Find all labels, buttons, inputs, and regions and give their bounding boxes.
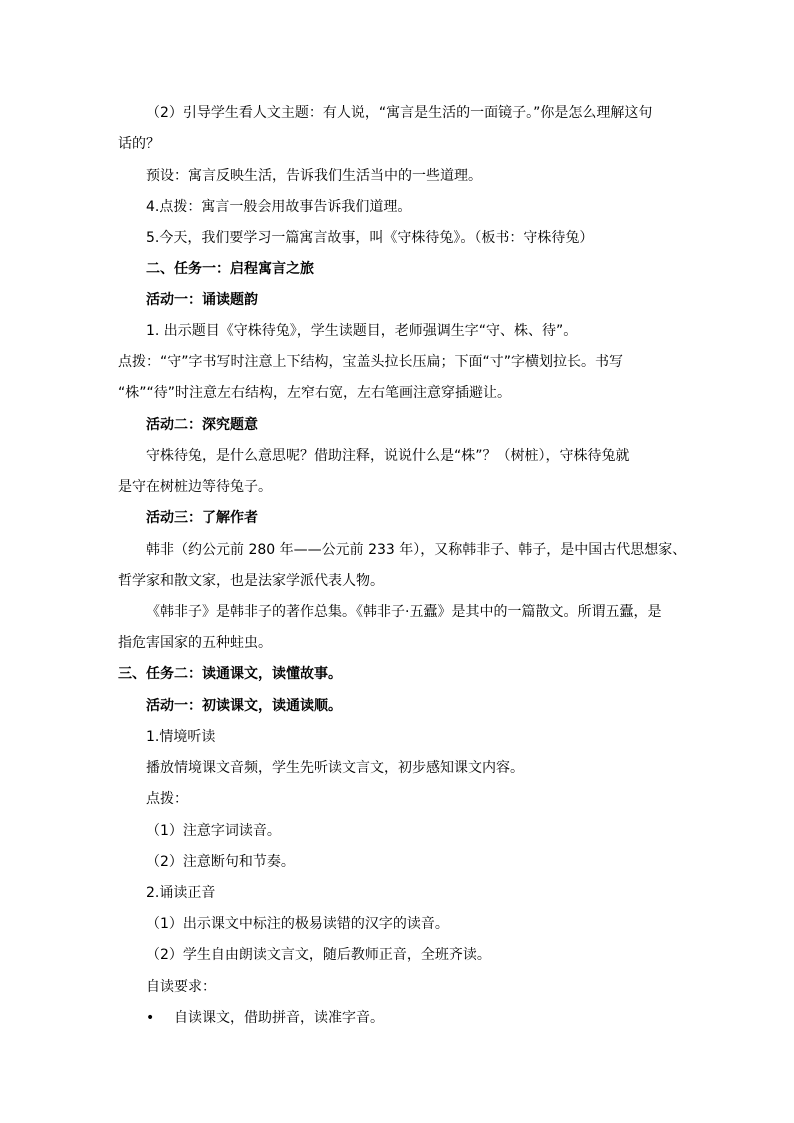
- bullet-icon: •: [146, 1010, 155, 1026]
- paragraph-line: 韩非（约公元前 280 年——公元前 233 年），又称韩非子、韩子，是中国古代思想家、: [146, 542, 687, 558]
- paragraph-line: 《韩非子》是韩非子的著作总集。《韩非子·五蠹》是其中的一篇散文。所谓五蠹，是: [146, 604, 662, 620]
- paragraph-line: 点拨：: [146, 791, 188, 807]
- bullet-text: 自读课文，借助拼音，读准字音。: [174, 1010, 384, 1026]
- activity-heading: 活动三：了解作者: [146, 510, 258, 526]
- paragraph-line: 预设：寓言反映生活，告诉我们生活当中的一些道理。: [146, 168, 482, 184]
- paragraph-line: 4.点拨：寓言一般会用故事告诉我们道理。: [146, 199, 412, 215]
- paragraph-line: 2.诵读正音: [146, 885, 216, 901]
- paragraph-line: 1.情境听读: [146, 729, 216, 745]
- paragraph-line: 指危害国家的五种蛀虫。: [118, 635, 272, 651]
- section-heading: 二、任务一：启程寓言之旅: [146, 261, 314, 277]
- paragraph-line: “株”“待”时注意左右结构，左窄右宽，左右笔画注意穿插避让。: [118, 385, 512, 401]
- paragraph-line: 守株待兔，是什么意思呢？借助注释，说说什么是“株”？（树桩），守株待兔就: [146, 448, 630, 464]
- paragraph-line: 1. 出示题目《守株待兔》，学生读题目，老师强调生字“守、株、待”。: [146, 323, 578, 339]
- paragraph-line: 自读要求：: [146, 979, 216, 995]
- paragraph-line: （2）学生自由朗读文言文，随后教师正音，全班齐读。: [146, 947, 491, 963]
- paragraph-line: 话的？: [118, 136, 160, 152]
- paragraph-line: （1）出示课文中标注的极易读错的汉字的读音。: [146, 916, 449, 932]
- paragraph-line: 哲学家和散文家，也是法家学派代表人物。: [118, 573, 384, 589]
- paragraph-line: 是守在树桩边等待兔子。: [118, 479, 272, 495]
- paragraph-line: （2）注意断句和节奏。: [146, 854, 295, 870]
- paragraph-line: （1）注意字词读音。: [146, 823, 281, 839]
- section-heading: 三、任务二：读通课文，读懂故事。: [118, 666, 342, 682]
- activity-heading: 活动一：初读课文，读通读顺。: [146, 698, 342, 714]
- activity-heading: 活动一：诵读题韵: [146, 292, 258, 308]
- paragraph-line: 点拨：“守”字书写时注意上下结构，宝盖头拉长压扁；下面“寸”字横划拉长。书写: [118, 354, 624, 370]
- paragraph-line: 播放情境课文音频，学生先听读文言文，初步感知课文内容。: [146, 760, 524, 776]
- activity-heading: 活动二：深究题意: [146, 417, 258, 433]
- paragraph-line: （2）引导学生看人文主题：有人说，“寓言是生活的一面镜子。”你是怎么理解这句: [146, 105, 653, 121]
- paragraph-line: 5.今天，我们要学习一篇寓言故事，叫《守株待兔》。（板书：守株待兔）: [146, 230, 594, 246]
